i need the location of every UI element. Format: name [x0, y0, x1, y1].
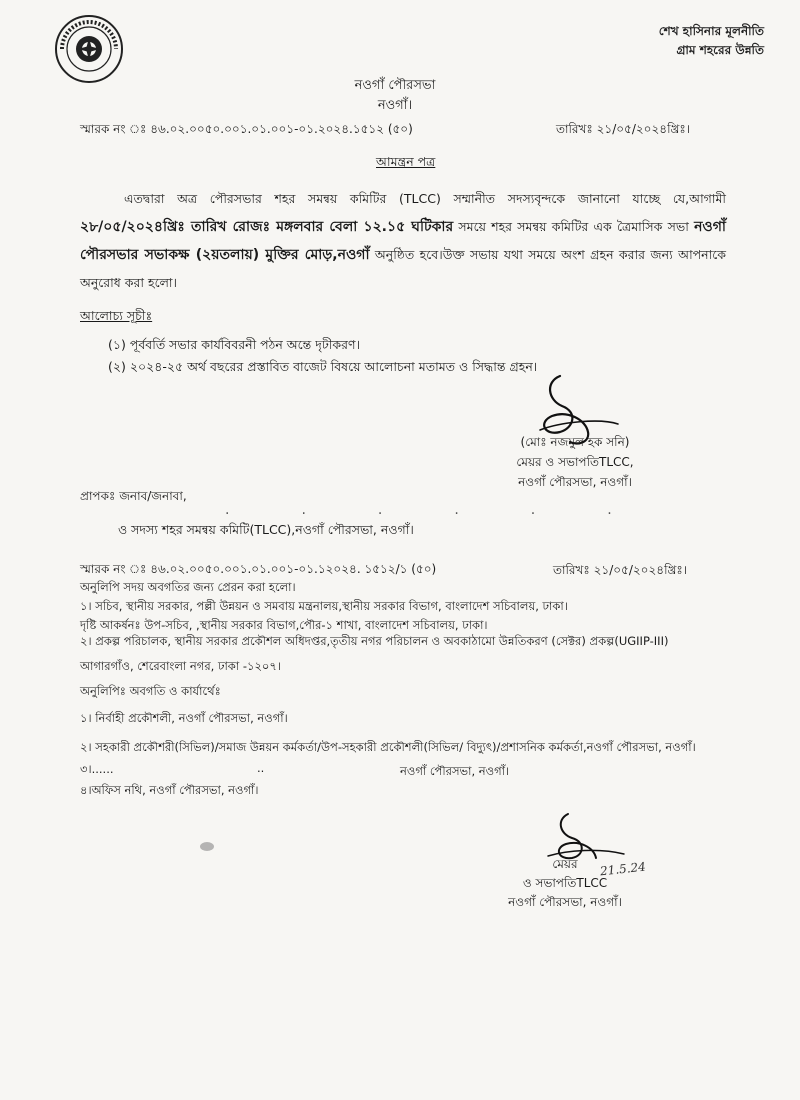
copy-list — [80, 578, 568, 635]
signer-office: নওগাঁ পৌরসভা, নওগাঁ। — [518, 475, 632, 489]
motto — [659, 22, 764, 60]
meeting-date-time: ২৮/০৫/২০২৪খ্রিঃ তারিখ রোজঃ মঙ্গলবার বেলা ১২.১৫ ঘটিকার — [80, 219, 454, 235]
fyi-item-1: ১। নির্বাহী প্রকৌশলী, নওগাঁ পৌরসভা, নওগাঁ। — [80, 711, 288, 725]
body-paragraph — [80, 185, 726, 297]
subject-title: আমন্ত্রন পত্র — [376, 154, 436, 169]
office-city: নওগাঁ। — [377, 98, 413, 113]
copy-item-1: ১। সচিব, স্থানীয় সরকার, পল্লী উন্নয়ন ও সমবায় মন্ত্রনালয়,স্থানীয় সরকার বিভাগ, বাংলাদেশ সচিবালয়, ঢাকা। — [80, 599, 568, 613]
fyi-item-3-office: নওগাঁ পৌরসভা, নওগাঁ। — [400, 764, 510, 778]
copy-memo-date: তারিখঃ ২১/০৫/২০২৪খ্রিঃ। — [553, 563, 688, 577]
signer-name: (মোঃ নজমুল হক সনি) — [520, 435, 630, 449]
office-name: নওগাঁ পৌরসভা — [354, 78, 436, 93]
signer-block-2 — [500, 855, 630, 912]
signer2-role: ও সভাপতিTLCC — [522, 876, 608, 890]
letterhead — [340, 76, 450, 116]
signer-title: মেয়র ও সভাপতিTLCC, — [516, 455, 634, 469]
agenda-item: (১) পূর্ববর্তি সভার কার্যবিবরনী পঠন অন্তে দৃঢীকরণ। — [108, 337, 361, 352]
blank-dots: ...... — [225, 502, 684, 518]
municipality-logo — [54, 14, 124, 84]
agenda-list — [108, 334, 537, 378]
copy-memo-number: স্মারক নং ঃ ৪৬.০২.০০৫০.০০১.০১.০০১-০১.১২০২৪. ১৫১২/১ (৫০) — [80, 562, 437, 576]
copy-item-2: ২। প্রকল্প পরিচালক, স্থানীয় সরকার প্রকৌশল অধিদপ্তর,তৃতীয় নগর পরিচালন ও অবকাঠামো উন্নতিকরণ (সেক্টর) প্রকল্প(UGIIP-III) — [80, 634, 669, 648]
copy-item-2-address: আগারগাঁও, শেরেবাংলা নগর, ঢাকা -১২০৭। — [80, 659, 281, 673]
fyi-item-4: ৪।অফিস নথি, নওগাঁ পৌরসভা, নওগাঁ। — [80, 783, 259, 797]
motto-line-2: গ্রাম শহরের উন্নতি — [676, 43, 764, 57]
memo-number: স্মারক নং ঃ ৪৬.০২.০০৫০.০০১.০১.০০১-০১.২০২৪.১৫১২ (৫০) — [80, 122, 413, 136]
meeting-venue: নওগাঁ পৌরসভার সভাকক্ষ (২য়তলায়) মুক্তির মোড়,নওগাঁ — [80, 219, 726, 263]
signer2-title: মেয়র — [552, 857, 578, 871]
fyi-item-3-prefix: ৩।...... — [80, 762, 114, 776]
recipient-heading: প্রাপকঃ জনাব/জনাবা, — [80, 489, 187, 503]
signer-block — [510, 432, 640, 492]
recipient-line: ও সদস্য শহর সমন্বয় কমিটি(TLCC),নওগাঁ পৌরসভা, নওগাঁ। — [118, 522, 414, 537]
handwritten-date: 21.5.24 — [599, 859, 647, 879]
signer2-office: নওগাঁ পৌরসভা, নওগাঁ। — [508, 895, 622, 909]
agenda-item: (২) ২০২৪-২৫ অর্থ বছরের প্রস্তাবিত বাজেট বিষয়ে আলোচনা মতামত ও সিদ্ধান্ত গ্রহন। — [108, 359, 538, 374]
motto-line-1: শেখ হাসিনার মূলনীতি — [658, 24, 764, 38]
ink-smudge — [200, 842, 214, 851]
body-text-1: এতদ্বারা অত্র পৌরসভার শহর সমন্বয় কমিটির (TLCC) সম্মানীত সদস্যবৃন্দকে জানানো যাচ্ছে যে,আগামী — [124, 191, 726, 206]
body-text-2: সময়ে শহর সমন্বয় কমিটির এক ত্রৈমাসিক সভা — [458, 219, 689, 234]
fyi-item-3-dots: .. — [257, 761, 265, 775]
body-text-3: অনুষ্ঠিত হবে।উক্ত সভায় যথা সময়ে অংশ গ্রহন করার জন্য আপনাকে অনুরোধ করা হলো। — [80, 247, 726, 290]
fyi-heading: অনুলিপিঃ অবগতি ও কার্যার্থেঃ — [80, 684, 221, 698]
fyi-item-2: ২। সহকারী প্রকৌশরী(সিভিল)/সমাজ উন্নয়ন কর্মকর্তা/উপ-সহকারী প্রকৌশলী(সিভিল/ বিদ্যুৎ)/প্রশাসনিক কর্মকর্তা,নওগাঁ পৌরসভা, নওগাঁ। — [80, 740, 696, 754]
agenda-heading: আলোচ্য সূচীঃ — [80, 308, 153, 323]
copy-item-1-attention: দৃষ্টি আকর্ষনঃ উপ-সচিব, ,স্থানীয় সরকার বিভাগ,পৌর-১ শাখা, বাংলাদেশ সচিবালয়, ঢাকা। — [80, 618, 488, 632]
memo-date: তারিখঃ ২১/০৫/২০২৪খ্রিঃ। — [556, 122, 691, 136]
copy-intro: অনুলিপি সদয় অবগতির জন্য প্রেরন করা হলো। — [80, 580, 296, 594]
